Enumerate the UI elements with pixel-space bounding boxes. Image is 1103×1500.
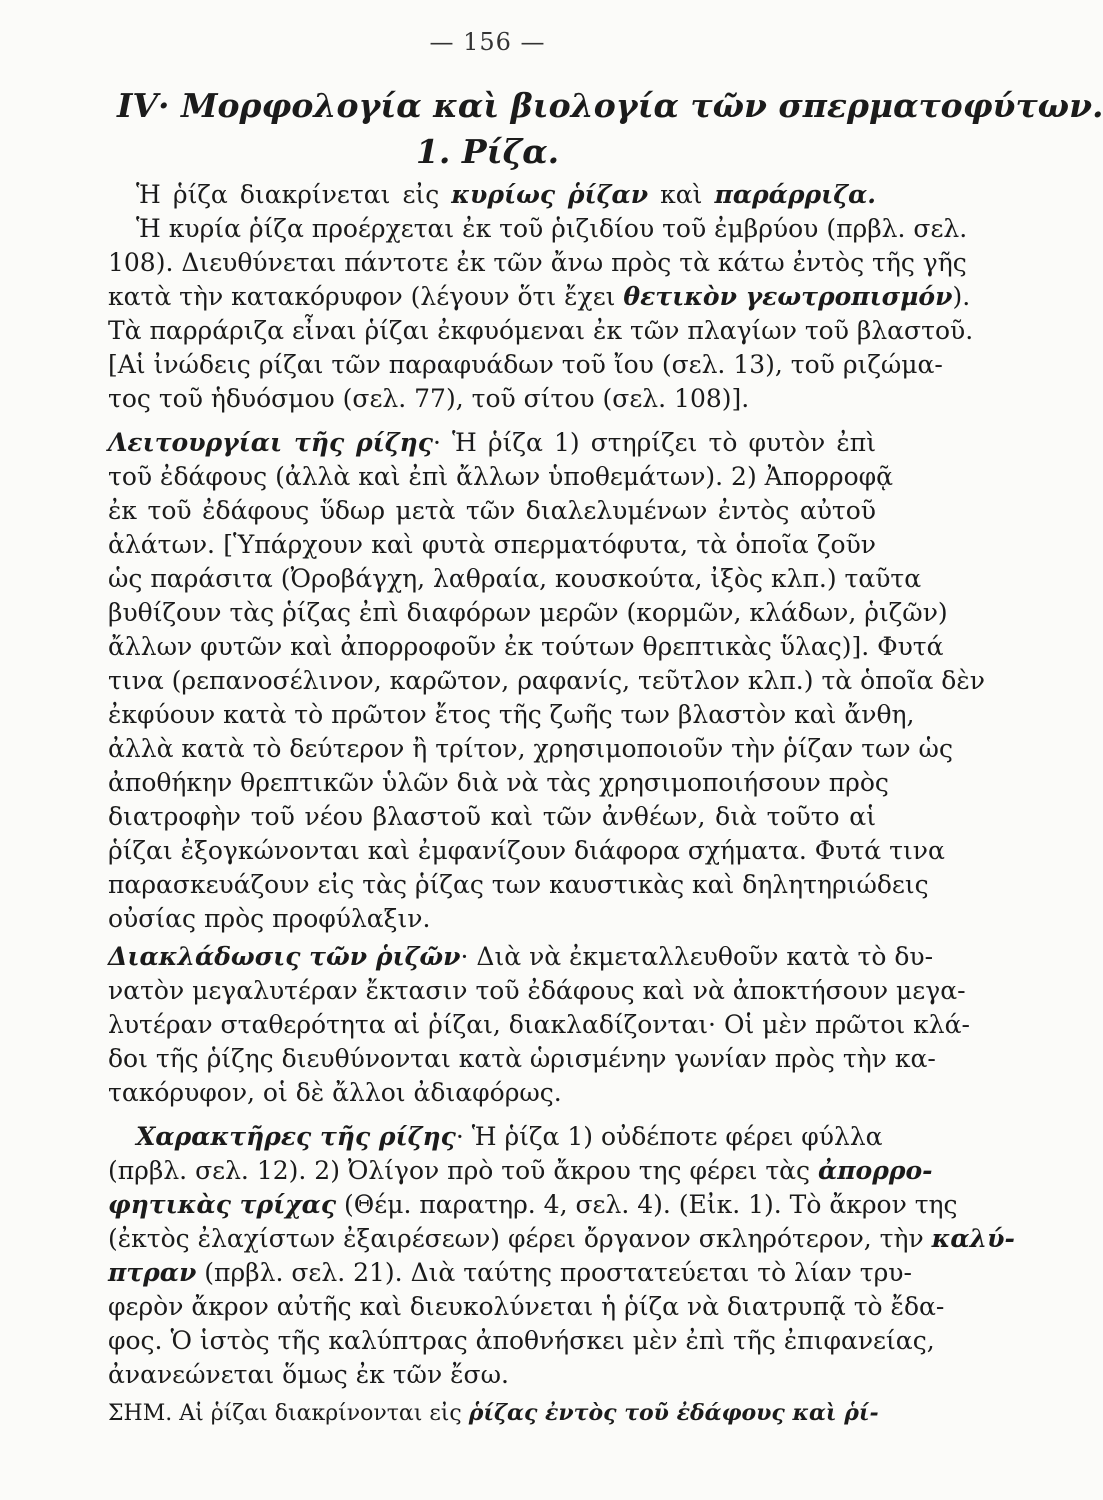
- text-run: (Θέμ. παρατηρ. 4, σελ. 4). (Εἰκ. 1). Τὸ ἄκρον της: [336, 1190, 958, 1219]
- text-run: · Ἡ ῥίζα 1) οὐδέποτε φέρει φύλλα: [455, 1122, 883, 1151]
- text-line: τακόρυφον, οἱ δὲ ἄλλοι ἀδιαφόρως.: [108, 1078, 562, 1107]
- text-run: ).: [952, 282, 971, 311]
- text-run: (πρβλ. σελ. 21). Διὰ ταύτης προστατεύεται τὸ λίαν τρυ-: [196, 1258, 912, 1287]
- text-line: [108, 1188, 958, 1222]
- text-line: διατροφὴν τοῦ νέου βλαστοῦ καὶ τῶν ἀνθέων, διὰ τοῦτο αἱ: [108, 802, 876, 831]
- text-line: ὡς παράσιτα (Ὀροβάγχη, λαθραία, κουσκούτα, ἰξὸς κλπ.) ταῦτα: [108, 564, 922, 593]
- term-root-hairs: φητικὰς τρίχας: [108, 1190, 337, 1219]
- text-run: Ἡ ῥίζα διακρίνεται εἰς: [136, 180, 452, 209]
- text-line: ἀνανεώνεται ὅμως ἐκ τῶν ἔσω.: [108, 1360, 509, 1389]
- text-line: τινα (ρεπανοσέλινον, καρῶτον, ραφανίς, τεῦτλον κλπ.) τὰ ὁποῖα δὲν: [108, 666, 985, 695]
- text-line: ῥίζαι ἐξογκώνονται καὶ ἐμφανίζουν διάφορα σχήματα. Φυτά τινα: [108, 836, 945, 865]
- text-line: βυθίζουν τὰς ῥίζας ἐπὶ διαφόρων μερῶν (κορμῶν, κλάδων, ῥιζῶν): [108, 598, 948, 627]
- page-number: — 156 —: [429, 28, 546, 56]
- text-line: παρασκευάζουν εἰς τὰς ῥίζας των καυστικὰς καὶ δηλητηριώδεις: [108, 870, 929, 899]
- text-line: [136, 178, 876, 212]
- chapter-heading: IV· Μορφολογία καὶ βιολογία τῶν σπερματοφύτων.: [117, 86, 1103, 125]
- text-line: ἐκ τοῦ ἐδάφους ὕδωρ μετὰ τῶν διαλελυμένων ἐντὸς αὐτοῦ: [108, 496, 876, 525]
- subheading-characteristics: Χαρακτῆρες τῆς ρίζης: [136, 1122, 456, 1151]
- term-calyptra: καλύ-: [931, 1224, 1015, 1253]
- text-run: καὶ: [648, 180, 715, 209]
- term-absorptive: ἀπορρο-: [818, 1156, 933, 1185]
- text-line: [108, 1256, 912, 1290]
- text-line: [108, 280, 971, 314]
- term-geotropism: θετικὸν γεωτροπισμόν: [623, 282, 953, 311]
- text-line: [136, 1120, 883, 1154]
- text-line: [108, 426, 876, 460]
- text-line: Ἡ κυρία ῥίζα προέρχεται ἐκ τοῦ ῥιζιδίου τοῦ ἐμβρύου (πρβλ. σελ.: [136, 214, 968, 243]
- subheading-functions: Λειτουργίαι τῆς ρίζης: [108, 428, 433, 457]
- text-run: κατὰ τὴν κατακόρυφον (λέγουν ὅτι ἔχει: [108, 282, 624, 311]
- text-line: ἁλάτων. [Ὑπάρχουν καὶ φυτὰ σπερματόφυτα, τὰ ὁποῖα ζοῦν: [108, 530, 876, 559]
- text-run: ΣΗΜ. Αἱ ῥίζαι διακρίνονται εἰς: [108, 1401, 469, 1426]
- section-heading: 1. Ρίζα.: [415, 132, 560, 171]
- text-line: ἀποθήκην θρεπτικῶν ὑλῶν διὰ νὰ τὰς χρησιμοποιήσουν πρὸς: [108, 768, 889, 797]
- text-run: · Διὰ νὰ ἐκμεταλλευθοῦν κατὰ τὸ δυ-: [460, 942, 934, 971]
- term-soil-roots: ῥίζας ἐντὸς τοῦ ἐδάφους καὶ ῥί-: [468, 1400, 879, 1426]
- text-run: · Ἡ ῥίζα 1) στηρίζει τὸ φυτὸν ἐπὶ: [432, 428, 876, 457]
- text-line: [108, 940, 934, 974]
- text-line: οὐσίας πρὸς προφύλαξιν.: [108, 904, 431, 933]
- text-line: λυτέραν σταθερότητα αἱ ῥίζαι, διακλαδίζονται· Οἱ μὲν πρῶτοι κλά-: [108, 1010, 970, 1039]
- text-line: νατὸν μεγαλυτέραν ἔκτασιν τοῦ ἐδάφους καὶ νὰ ἀποκτήσουν μεγα-: [108, 976, 966, 1005]
- text-line: ἐκφύουν κατὰ τὸ πρῶτον ἔτος τῆς ζωῆς των βλαστὸν καὶ ἄνθη,: [108, 700, 915, 729]
- text-line: Τὰ παρράριζα εἶναι ῥίζαι ἐκφυόμεναι ἐκ τῶν πλαγίων τοῦ βλαστοῦ.: [108, 316, 974, 345]
- text-line: τος τοῦ ἡδυόσμου (σελ. 77), τοῦ σίτου (σελ. 108)].: [108, 384, 750, 413]
- term-kyria-riza: κυρίως ῥίζαν: [451, 180, 649, 209]
- text-line: ἄλλων φυτῶν καὶ ἀπορροφοῦν ἐκ τούτων θρεπτικὰς ὕλας)]. Φυτά: [108, 632, 944, 661]
- text-line: φερὸν ἄκρον αὐτῆς καὶ διευκολύνεται ἡ ῥίζα νὰ διατρυπᾷ τὸ ἔδα-: [108, 1292, 945, 1321]
- text-line: [108, 1222, 1015, 1256]
- term-calyptra-end: πτραν: [108, 1258, 197, 1287]
- text-line: τοῦ ἐδάφους (ἀλλὰ καὶ ἐπὶ ἄλλων ὑποθεμάτων). 2) Ἀπορροφᾷ: [108, 462, 894, 491]
- subheading-branching: Διακλάδωσις τῶν ῥιζῶν: [108, 942, 461, 971]
- term-pararriza: παράρριζα.: [714, 180, 877, 209]
- text-line: 108). Διευθύνεται πάντοτε ἐκ τῶν ἄνω πρὸς τὰ κάτω ἐντὸς τῆς γῆς: [108, 248, 967, 277]
- note-line: [108, 1396, 879, 1430]
- text-line: ἀλλὰ κατὰ τὸ δεύτερον ἢ τρίτον, χρησιμοποιοῦν τὴν ῥίζαν των ὡς: [108, 734, 953, 763]
- text-line: [Αἱ ἰνώδεις ρίζαι τῶν παραφυάδων τοῦ ἴου (σελ. 13), τοῦ ριζώμα-: [108, 350, 943, 379]
- text-line: [108, 1154, 933, 1188]
- text-line: φος. Ὁ ἱστὸς τῆς καλύπτρας ἀποθνήσκει μὲν ἐπὶ τῆς ἐπιφανείας,: [108, 1326, 935, 1355]
- text-line: δοι τῆς ῥίζης διευθύνονται κατὰ ὡρισμένην γωνίαν πρὸς τὴν κα-: [108, 1044, 936, 1073]
- text-run: (πρβλ. σελ. 12). 2) Ὀλίγον πρὸ τοῦ ἄκρου της φέρει τὰς: [108, 1156, 818, 1185]
- text-run: (ἐκτὸς ἐλαχίστων ἐξαιρέσεων) φέρει ὄργανον σκληρότερον, τὴν: [108, 1224, 932, 1253]
